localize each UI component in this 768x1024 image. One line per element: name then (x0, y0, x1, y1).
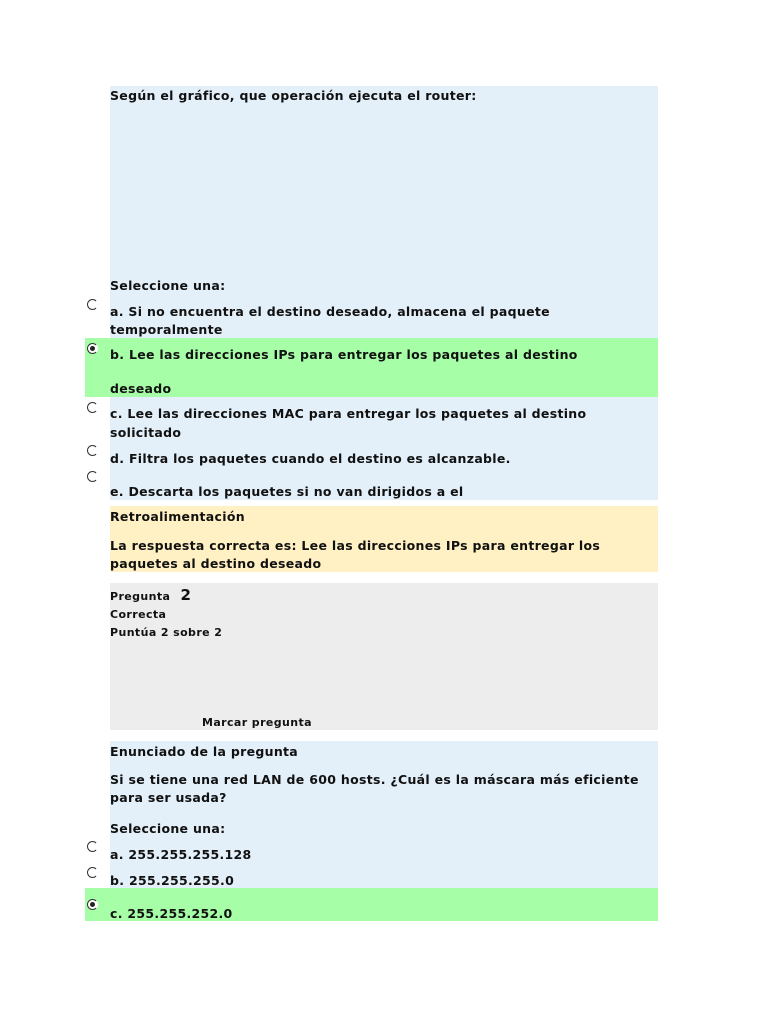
question-1-text: Según el gráfico, que operación ejecuta el router: (110, 88, 477, 103)
flag-question-link[interactable]: Marcar pregunta (202, 716, 312, 729)
question-label: Pregunta (110, 590, 171, 603)
q2-option-a-radio[interactable] (87, 841, 98, 852)
option-a-line2[interactable]: temporalmente (110, 322, 223, 337)
q2-option-b-label[interactable]: b. 255.255.255.0 (110, 873, 235, 888)
question-number (110, 585, 658, 604)
question-2-line2: para ser usada? (110, 790, 227, 805)
option-c-radio[interactable] (87, 402, 98, 413)
option-a-radio[interactable] (87, 299, 98, 310)
option-c-line2[interactable]: solicitado (110, 425, 182, 440)
question-2-heading: Enunciado de la pregunta (110, 744, 299, 759)
option-b-line1[interactable]: b. Lee las direcciones IPs para entregar los paquetes al destino (110, 347, 578, 362)
question-1-panel (110, 86, 658, 338)
option-d-label[interactable]: d. Filtra los paquetes cuando el destino es alcanzable. (110, 451, 511, 466)
question-2-panel (110, 741, 658, 888)
feedback-title: Retroalimentación (110, 509, 245, 524)
option-d-radio[interactable] (87, 445, 98, 456)
option-e-label[interactable]: e. Descarta los paquetes si no van dirigidos a el (110, 484, 464, 499)
feedback-line1: La respuesta correcta es: Lee las direcciones IPs para entregar los (110, 538, 601, 553)
question-score: Puntúa 2 sobre 2 (110, 626, 223, 639)
q2-option-c-radio[interactable] (87, 899, 98, 910)
select-one-label-2: Seleccione una: (110, 821, 226, 836)
feedback-line2: paquetes al destino deseado (110, 556, 322, 571)
question-2-line1: Si se tiene una red LAN de 600 hosts. ¿Cuál es la máscara más eficiente (110, 772, 639, 787)
q2-option-c-label[interactable]: c. 255.255.252.0 (110, 906, 233, 921)
question-number-value: 2 (180, 586, 191, 604)
option-b-line2[interactable]: deseado (110, 381, 172, 396)
option-c-line1[interactable]: c. Lee las direcciones MAC para entregar los paquetes al destino (110, 406, 587, 421)
option-e-radio[interactable] (87, 471, 98, 482)
option-b-radio[interactable] (87, 343, 98, 354)
select-one-label: Seleccione una: (110, 278, 226, 293)
q2-option-a-label[interactable]: a. 255.255.255.128 (110, 847, 252, 862)
question-status: Correcta (110, 608, 167, 621)
question-2-info-panel (110, 583, 658, 730)
q2-option-b-radio[interactable] (87, 867, 98, 878)
option-a-line1[interactable]: a. Si no encuentra el destino deseado, almacena el paquete (110, 304, 550, 319)
